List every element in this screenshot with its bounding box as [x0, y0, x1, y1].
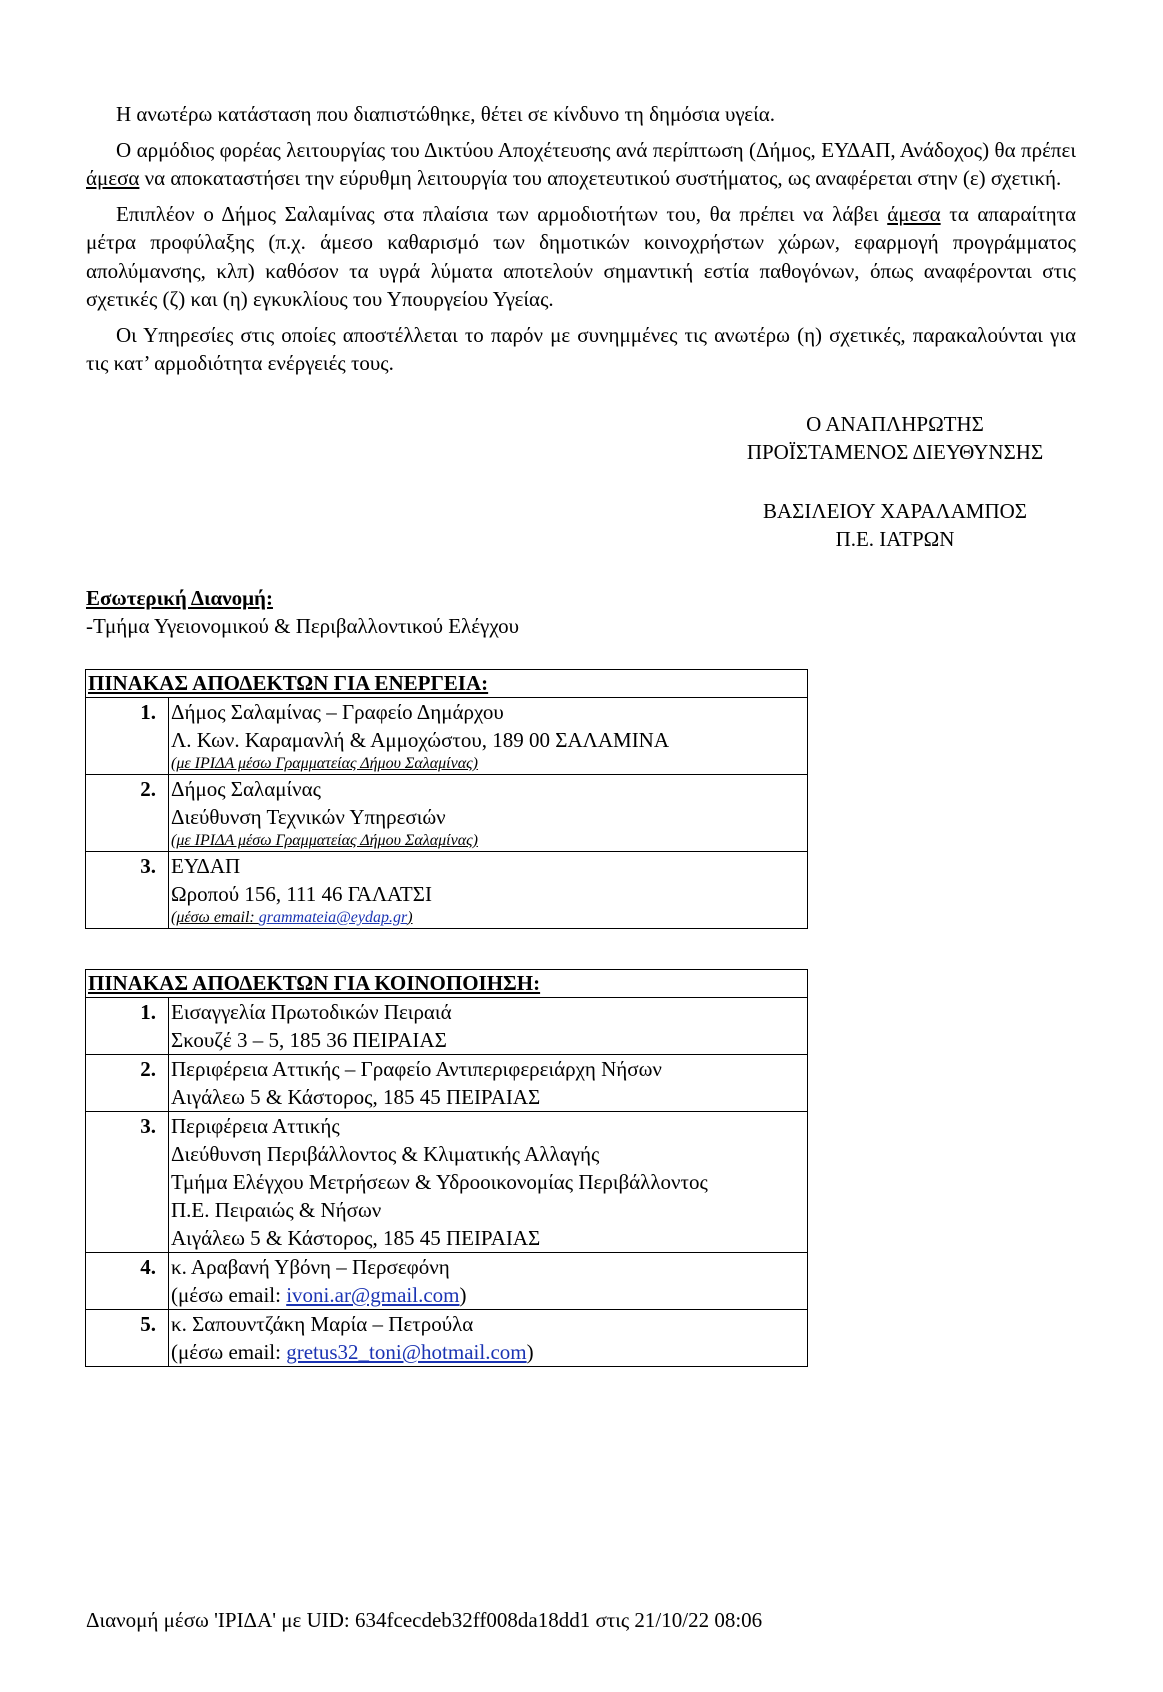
body-text [86, 100, 1076, 385]
paragraph-2: Ο αρμόδιος φορέας λειτουργίας του Δικτύου Αποχέτευσης ανά περίπτωση (Δήμος, ΕΥΔΑΠ, Ανάδοχος) θα πρέπει άμεσα να αποκαταστήσει την εύρυθμη λειτουργία του αποχετευτικού συστήματος, ως αναφέρεται στην (ε) σχετική. [86, 137, 1076, 190]
paragraph-1: Η ανωτέρω κατάσταση που διαπιστώθηκε, θέτει σε κίνδυνο τη δημόσια υγεία. [116, 102, 776, 126]
recipient-cell: κ. Σαπουντζάκη Μαρία – Πετρούλα (μέσω email: gretus32_toni@hotmail.com) [169, 1310, 808, 1367]
signature-title: Π.Ε. ΙΑΤΡΩΝ [835, 527, 955, 551]
row-number: 2. [86, 775, 169, 852]
row-number: 2. [86, 1055, 169, 1112]
signature-role [700, 410, 1090, 466]
table-row [86, 852, 808, 929]
distribution-footer: Διανομή μέσω 'ΙΡΙΔΑ' με UID: 634fcecdeb32ff008da18dd1 στις 21/10/22 08:06 [86, 1608, 763, 1632]
paragraph-4: Οι Υπηρεσίες στις οποίες αποστέλλεται το παρόν με συνημμένες τις ανωτέρω (η) σχετικές, παρακαλούνται για τις κατ’ αρμοδιότητα ενέργειές τους. [86, 322, 1076, 375]
delivery-note: (με ΙΡΙΔΑ μέσω Γραμματείας Δήμου Σαλαμίνας) [171, 832, 478, 849]
notify-recipients-table [85, 969, 808, 1367]
row-number: 1. [86, 698, 169, 775]
action-recipients-table [85, 669, 808, 929]
row-number: 4. [86, 1253, 169, 1310]
email-link[interactable]: ivoni.ar@gmail.com [286, 1283, 460, 1307]
table-row [86, 698, 808, 775]
table-row [86, 1310, 808, 1367]
table-header-row [86, 670, 808, 698]
row-number: 3. [86, 852, 169, 929]
signature-name: ΒΑΣΙΛΕΙΟΥ ΧΑΡΑΛΑΜΠΟΣ [762, 499, 1028, 523]
table-row [86, 1055, 808, 1112]
table-row [86, 775, 808, 852]
delivery-note: (με ΙΡΙΔΑ μέσω Γραμματείας Δήμου Σαλαμίνας) [171, 755, 478, 772]
internal-distribution [86, 584, 519, 640]
delivery-note: (μέσω email: grammateia@eydap.gr) [171, 909, 413, 926]
table-header: ΠΙΝΑΚΑΣ ΑΠΟΔΕΚΤΩΝ ΓΙΑ ΚΟΙΝΟΠΟΙΗΣΗ: [86, 970, 808, 998]
email-link[interactable]: gretus32_toni@hotmail.com [286, 1340, 527, 1364]
row-number: 3. [86, 1112, 169, 1253]
underlined-word: άμεσα [887, 201, 941, 226]
internal-distribution-title: Εσωτερική Διανομή: [86, 586, 273, 610]
recipient-cell: Δήμος Σαλαμίνας Διεύθυνση Τεχνικών Υπηρεσιών (με ΙΡΙΔΑ μέσω Γραμματείας Δήμου Σαλαμίνας) [169, 775, 808, 852]
table-header: ΠΙΝΑΚΑΣ ΑΠΟΔΕΚΤΩΝ ΓΙΑ ΕΝΕΡΓΕΙΑ: [86, 670, 808, 698]
recipient-cell: Δήμος Σαλαμίνας – Γραφείο Δημάρχου Λ. Κων. Καραμανλή & Αμμοχώστου, 189 00 ΣΑΛΑΜΙΝΑ (με ΙΡΙΔΑ μέσω Γραμματείας Δήμου Σαλαμίνας) [169, 698, 808, 775]
table-row [86, 1253, 808, 1310]
recipient-cell: Περιφέρεια Αττικής – Γραφείο Αντιπεριφερειάρχη Νήσων Αιγάλεω 5 & Κάστορος, 185 45 ΠΕΙΡΑΙΑΣ [169, 1055, 808, 1112]
table-header-row [86, 970, 808, 998]
email-link[interactable]: grammateia@eydap.gr [258, 909, 408, 926]
underlined-word: άμεσα [86, 166, 140, 190]
signature-name-block [700, 497, 1090, 553]
signature-role-line-1: Ο ΑΝΑΠΛΗΡΩΤΗΣ [806, 412, 984, 436]
row-number: 1. [86, 998, 169, 1055]
recipient-cell: Εισαγγελία Πρωτοδικών Πειραιά Σκουζέ 3 – 5, 185 36 ΠΕΙΡΑΙΑΣ [169, 998, 808, 1055]
paragraph-3: Επιπλέον ο Δήμος Σαλαμίνας στα πλαίσια των αρμοδιοτήτων του, θα πρέπει να λάβει άμεσα τα απαραίτητα μέτρα προφύλαξης (π.χ. άμεσο καθαρισμό των δημοτικών κοινοχρήστων χώρων, εφαρμογή προγράμματος απολύμανσης, κλπ) καθόσον τα υγρά λύματα αποτελούν σημαντική εστία παθογόνων, όπως αναφέρονται στις σχετικές (ζ) και (η) εγκυκλίους του Υπουργείου Υγείας. [86, 201, 1076, 311]
internal-distribution-item: -Τμήμα Υγειονομικού & Περιβαλλοντικού Ελέγχου [86, 614, 520, 638]
recipient-cell: κ. Αραβανή Υβόνη – Περσεφόνη (μέσω email: ivoni.ar@gmail.com) [169, 1253, 808, 1310]
recipient-cell: Περιφέρεια Αττικής Διεύθυνση Περιβάλλοντος & Κλιματικής Αλλαγής Τμήμα Ελέγχου Μετρήσεων & Υδροοικονομίας Περιβάλλοντος Π.Ε. Πειραιώς & Νήσων Αιγάλεω 5 & Κάστορος, 185 45 ΠΕΙΡΑΙΑΣ [169, 1112, 808, 1253]
recipient-cell: ΕΥΔΑΠ Ωροπού 156, 111 46 ΓΑΛΑΤΣΙ (μέσω email: grammateia@eydap.gr) [169, 852, 808, 929]
table-row [86, 1112, 808, 1253]
table-row [86, 998, 808, 1055]
signature-role-line-2: ΠΡΟΪΣΤΑΜΕΝΟΣ ΔΙΕΥΘΥΝΣΗΣ [746, 440, 1044, 464]
row-number: 5. [86, 1310, 169, 1367]
